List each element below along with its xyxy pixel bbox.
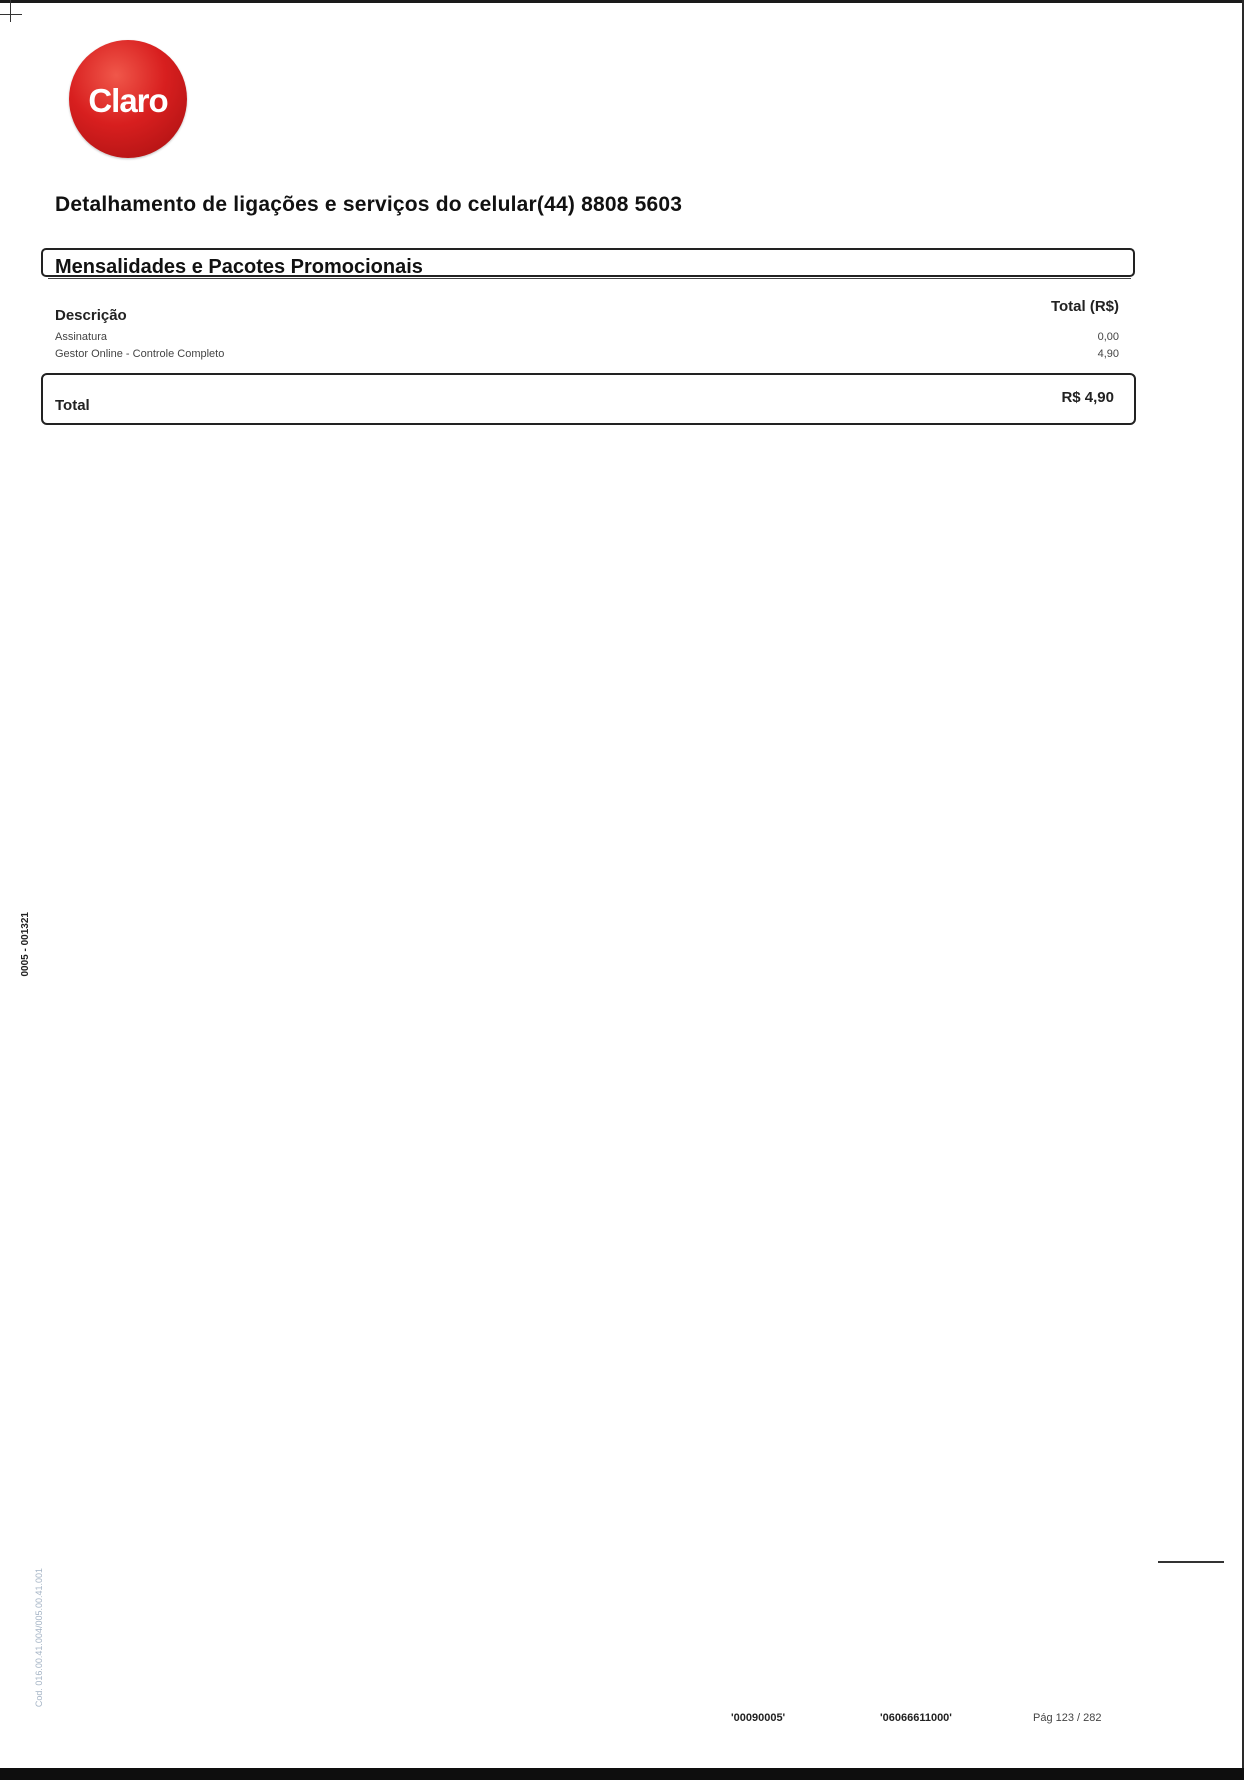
charge-description: Assinatura (55, 331, 107, 343)
claro-logo (69, 40, 187, 158)
scan-top-edge (0, 0, 1244, 3)
section-title: Mensalidades e Pacotes Promocionais (55, 256, 423, 278)
charge-value: 0,00 (1097, 331, 1119, 343)
footer-code-1: '00090005' (731, 1712, 786, 1724)
charge-value: 4,90 (1097, 348, 1119, 360)
total-value: R$ 4,90 (1061, 389, 1114, 406)
document-title: Detalhamento de ligações e serviços do celular(44) 8808 5603 (55, 193, 683, 216)
section-divider (48, 278, 1131, 279)
charge-description: Gestor Online - Controle Completo (55, 348, 225, 360)
total-box (41, 373, 1136, 425)
side-cod-code: Cod. 016.00.41.004/005.00.41.001 (34, 1568, 44, 1708)
side-control-code: 0005 - 001321 (20, 912, 31, 977)
scan-bottom-edge (0, 1768, 1244, 1780)
crop-mark (0, 0, 22, 22)
claro-logo-text: Claro (88, 82, 168, 119)
footer-page-number: Pág 123 / 282 (1033, 1712, 1102, 1724)
column-header-total: Total (R$) (1050, 298, 1119, 315)
footer-code-2: '06066611000' (880, 1712, 952, 1724)
column-header-description: Descrição (55, 307, 127, 324)
total-label: Total (55, 397, 90, 414)
margin-dash-mark (1158, 1561, 1224, 1563)
